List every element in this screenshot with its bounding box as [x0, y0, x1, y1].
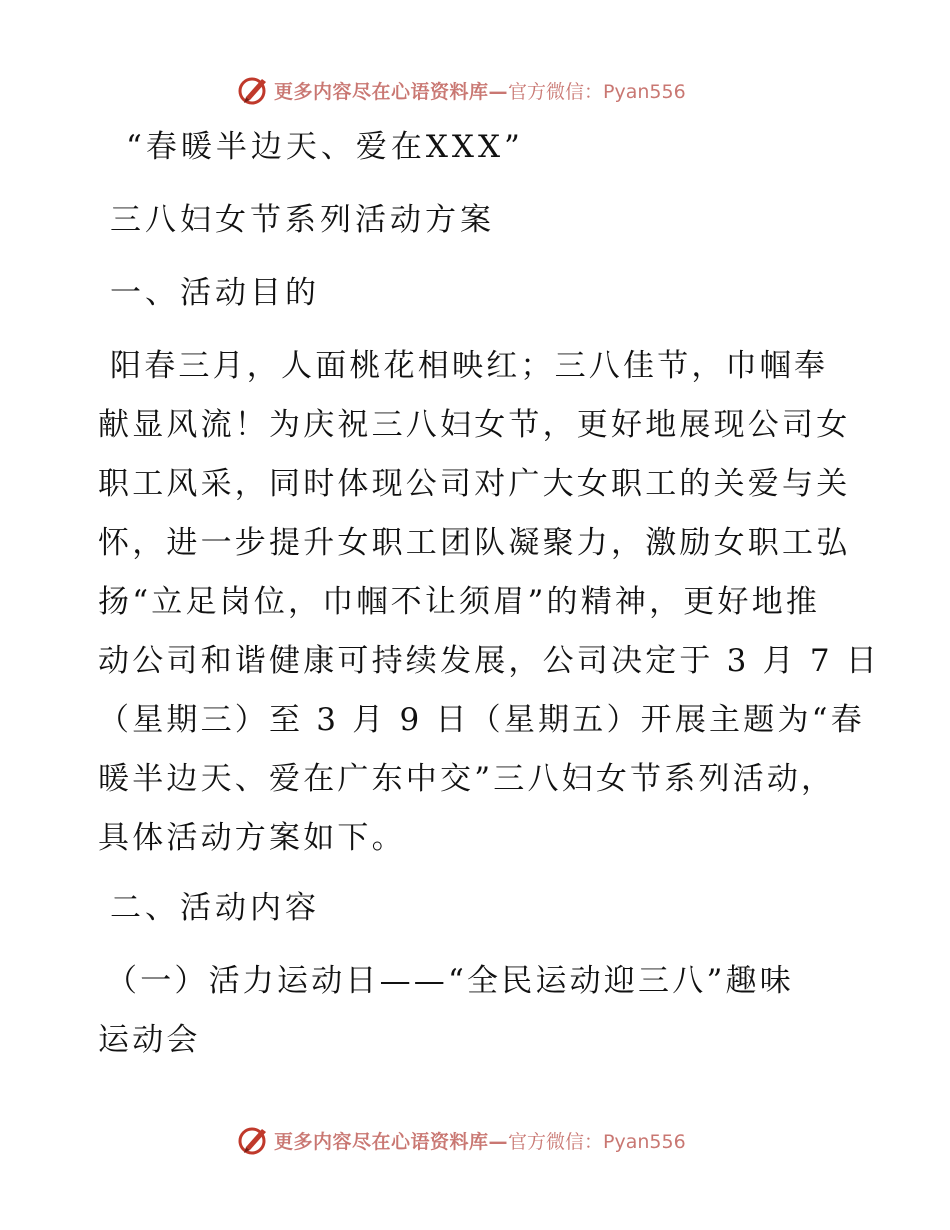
watermark-text [274, 1127, 686, 1154]
watermark-main: 更多内容尽在心语资料库 [274, 80, 489, 103]
paragraph-line: 怀，进一步提升女职工团队凝聚力，激励女职工弘 [98, 525, 851, 561]
pen-logo-icon [236, 1123, 270, 1157]
section-heading-purpose: 一、活动目的 [110, 275, 320, 311]
watermark-text [274, 77, 686, 104]
footer-watermark [236, 1122, 686, 1158]
document-title-line1: “春暖半边天、爱在XXX” [126, 129, 524, 165]
watermark-dash: — [488, 80, 509, 103]
section-heading-content: 二、活动内容 [110, 890, 320, 926]
purpose-paragraph [98, 337, 881, 868]
paragraph-line: （星期三）至 3 月 9 日（星期五）开展主题为“春 [98, 702, 865, 738]
subsection-heading-line: （一）活力运动日——“全民运动迎三八”趣味 [106, 963, 794, 999]
subsection-heading-sports-day [98, 952, 858, 1070]
paragraph-line: 职工风采，同时体现公司对广大女职工的关爱与关 [98, 466, 851, 502]
watermark-dash: — [488, 1130, 509, 1153]
document-title-line2: 三八妇女节系列活动方案 [110, 202, 495, 238]
subsection-heading-line: 运动会 [98, 1022, 201, 1058]
watermark-main: 更多内容尽在心语资料库 [274, 1130, 489, 1153]
header-watermark [236, 72, 686, 108]
paragraph-line: 扬“立足岗位，巾帼不让须眉”的精神，更好地推 [98, 584, 821, 620]
paragraph-line: 具体活动方案如下。 [98, 820, 406, 856]
pen-logo-icon [236, 73, 270, 107]
paragraph-line: 阳春三月，人面桃花相映红；三八佳节，巾帼奉 [110, 348, 829, 384]
watermark-wechat: 官方微信：Pyan556 [508, 80, 686, 103]
paragraph-line: 动公司和谐健康可持续发展，公司决定于 3 月 7 日 [98, 643, 881, 679]
watermark-wechat: 官方微信：Pyan556 [508, 1130, 686, 1153]
paragraph-line: 暖半边天、爱在广东中交”三八妇女节系列活动， [98, 761, 836, 797]
paragraph-line: 献显风流！为庆祝三八妇女节，更好地展现公司女 [98, 407, 851, 443]
